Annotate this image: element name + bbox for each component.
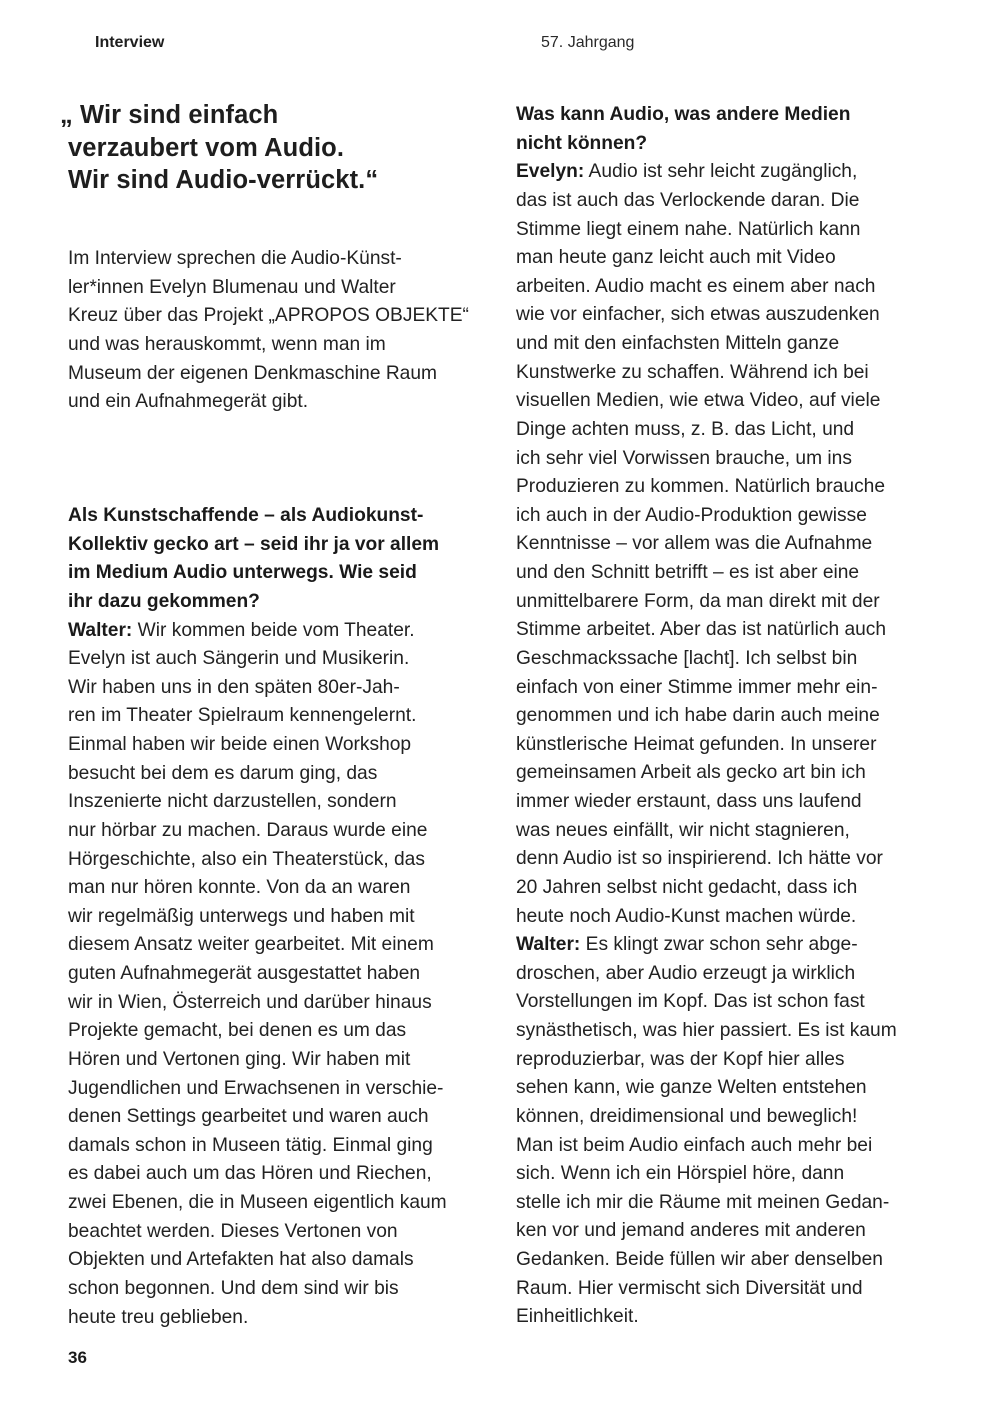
- text-line: und was herauskommt, wenn man im: [68, 333, 386, 355]
- text-line: gemeinsamen Arbeit als gecko art bin ich: [516, 762, 866, 784]
- question-line: Was kann Audio, was andere Medien: [516, 104, 851, 125]
- question-heading: [68, 502, 447, 617]
- text-line: besucht bei dem es darum ging, das: [68, 762, 378, 784]
- answer-text: [68, 645, 447, 1332]
- intro-paragraph: [68, 245, 469, 417]
- text-line: Einheitlichkeit.: [516, 1306, 639, 1328]
- text-line: genommen und ich habe darin auch meine: [516, 705, 880, 727]
- question-line: nicht können?: [516, 132, 648, 154]
- text-line: was neues einfällt, wir nicht stagnieren,: [516, 819, 850, 841]
- text-line: Wir haben uns in den späten 80er-Jah-: [68, 676, 400, 698]
- pull-quote-line: „ Wir sind einfach: [60, 101, 279, 129]
- text-line: wir regelmäßig unterwegs und haben mit: [68, 905, 415, 927]
- text-line: guten Aufnahmegerät ausgestattet haben: [68, 963, 421, 984]
- text-line: Jugendlichen und Erwachsenen in verschie-: [68, 1077, 444, 1099]
- text-line: Kreuz über das Projekt „APROPOS OBJEKTE“: [68, 305, 469, 327]
- text-line: 20 Jahren selbst nicht gedacht, dass ich: [516, 876, 858, 898]
- text-line: denen Settings gearbeitet und waren auch: [68, 1106, 429, 1128]
- text-line: Hörgeschichte, also ein Theaterstück, das: [68, 848, 425, 870]
- pull-quote: [60, 99, 378, 197]
- answer-first-line: Evelyn: Audio ist sehr leicht zugänglich,: [516, 161, 858, 183]
- text-line: Objekten und Artefakten hat also damals: [68, 1249, 414, 1271]
- answer-text: [516, 960, 897, 1332]
- text-line: ren im Theater Spielraum kennengelernt.: [68, 705, 417, 727]
- text-line: künstlerische Heimat gefunden. In unserer: [516, 733, 877, 755]
- text-line: heute noch Audio-Kunst machen würde.: [516, 905, 857, 927]
- speaker-label: Walter:: [516, 934, 581, 956]
- text-line: und den Schnitt betrifft – es ist aber eine: [516, 562, 860, 583]
- right-column-body: [516, 101, 897, 1332]
- answer-first-line: Walter: Wir kommen beide vom Theater.: [68, 619, 415, 641]
- text-line: sich. Wenn ich ein Hörspiel höre, dann: [516, 1163, 845, 1185]
- page-number: 36: [68, 1348, 87, 1367]
- text-line: beachtet werden. Dieses Vertonen von: [68, 1220, 398, 1242]
- question-heading: [516, 101, 897, 158]
- text-line: Dinge achten muss, z. B. das Licht, und: [516, 418, 855, 440]
- question-line: ihr dazu gekommen?: [68, 590, 260, 612]
- left-column-body: [68, 502, 447, 1332]
- text-line: man nur hören konnte. Von da an waren: [68, 877, 411, 899]
- text-line: synästhetisch, was hier passiert. Es ist kaum: [516, 1020, 897, 1041]
- text-line: Kunstwerke zu schaffen. Während ich bei: [516, 361, 869, 383]
- running-header-volume: 57. Jahrgang: [541, 34, 635, 51]
- answer-text: [516, 187, 897, 931]
- text-line: wie vor einfacher, sich etwas auszudenken: [516, 304, 880, 326]
- text-line: Im Interview sprechen die Audio-Künst-: [68, 248, 402, 269]
- running-header-section: Interview: [95, 34, 165, 51]
- text-line: einfach von einer Stimme immer mehr ein-: [516, 676, 878, 698]
- text-line: reproduzierbar, was der Kopf hier alles: [516, 1048, 845, 1070]
- text-line: arbeiten. Audio macht es einem aber nach: [516, 275, 876, 297]
- text-line: Produzieren zu kommen. Natürlich brauche: [516, 476, 886, 498]
- question-line: Als Kunstschaffende – als Audiokunst-: [68, 505, 424, 526]
- text-line: sehen kann, wie ganze Welten entstehen: [516, 1077, 867, 1099]
- text-line: damals schon in Museen tätig. Einmal ging: [68, 1134, 433, 1156]
- text-line: wir in Wien, Österreich und darüber hinaus: [68, 991, 432, 1013]
- text-line: droschen, aber Audio erzeugt ja wirklich: [516, 962, 856, 984]
- text-line: Museum der eigenen Denkmaschine Raum: [68, 362, 438, 384]
- text-line: man heute ganz leicht auch mit Video: [516, 247, 836, 269]
- text-line: können, dreidimensional und beweglich!: [516, 1105, 858, 1127]
- question-line: im Medium Audio unterwegs. Wie seid: [68, 562, 417, 584]
- text-line: denn Audio ist so inspirierend. Ich hätte vor: [516, 848, 883, 870]
- text-line: Inszenierte nicht darzustellen, sondern: [68, 791, 397, 813]
- text-line: Stimme liegt einem nahe. Natürlich kann: [516, 218, 861, 240]
- text-line: das ist auch das Verlockende daran. Die: [516, 189, 860, 211]
- text-line: zwei Ebenen, die in Museen eigentlich kaum: [68, 1192, 447, 1213]
- text-line: Projekte gemacht, bei denen es um das: [68, 1020, 407, 1042]
- text-line: Einmal haben wir beide einen Workshop: [68, 734, 412, 755]
- text-line: heute treu geblieben.: [68, 1306, 249, 1328]
- text-line: Evelyn ist auch Sängerin und Musikerin.: [68, 648, 410, 670]
- text-line: Hören und Vertonen ging. Wir haben mit: [68, 1048, 411, 1070]
- text-line: ich sehr viel Vorwissen brauche, um ins: [516, 447, 852, 469]
- pull-quote-line: Wir sind Audio-verrückt.“: [68, 166, 379, 194]
- text-line: Vorstellungen im Kopf. Das ist schon fast: [516, 991, 865, 1013]
- text-line: und ein Aufnahmegerät gibt.: [68, 391, 309, 413]
- text-line: ich auch in der Audio-Produktion gewisse: [516, 504, 867, 526]
- text-line: stelle ich mir die Räume mit meinen Gedan-: [516, 1191, 890, 1213]
- text-line: visuellen Medien, wie etwa Video, auf viele: [516, 390, 881, 412]
- answer-first-line: Walter: Es klingt zwar schon sehr abge-: [516, 934, 858, 956]
- text-line: unmittelbarere Form, da man direkt mit der: [516, 590, 880, 612]
- text-line: ken vor und jemand anderes mit anderen: [516, 1220, 866, 1242]
- text-line: schon begonnen. Und dem sind wir bis: [68, 1277, 399, 1299]
- text-line: nur hörbar zu machen. Daraus wurde eine: [68, 819, 428, 841]
- text-line: Man ist beim Audio einfach auch mehr bei: [516, 1134, 873, 1156]
- pull-quote-line: verzaubert vom Audio.: [68, 133, 345, 162]
- text-line: Gedanken. Beide füllen wir aber denselben: [516, 1249, 883, 1270]
- text-line: es dabei auch um das Hören und Riechen,: [68, 1163, 432, 1185]
- text-line: diesem Ansatz weiter gearbeitet. Mit einem: [68, 934, 434, 956]
- text-line: Stimme arbeitet. Aber das ist natürlich auch: [516, 619, 887, 641]
- text-line: ler*innen Evelyn Blumenau und Walter: [68, 276, 396, 298]
- speaker-label: Evelyn:: [516, 161, 585, 183]
- text-line: Geschmackssache [lacht]. Ich selbst bin: [516, 647, 858, 669]
- speaker-label: Walter:: [68, 619, 133, 641]
- text-line: Raum. Hier vermischt sich Diversität und: [516, 1277, 863, 1299]
- question-line: Kollektiv gecko art – seid ihr ja vor allem: [68, 533, 440, 555]
- text-line: und mit den einfachsten Mitteln ganze: [516, 333, 840, 354]
- text-line: immer wieder erstaunt, dass uns laufend: [516, 791, 862, 812]
- text-line: Kenntnisse – vor allem was die Aufnahme: [516, 533, 873, 555]
